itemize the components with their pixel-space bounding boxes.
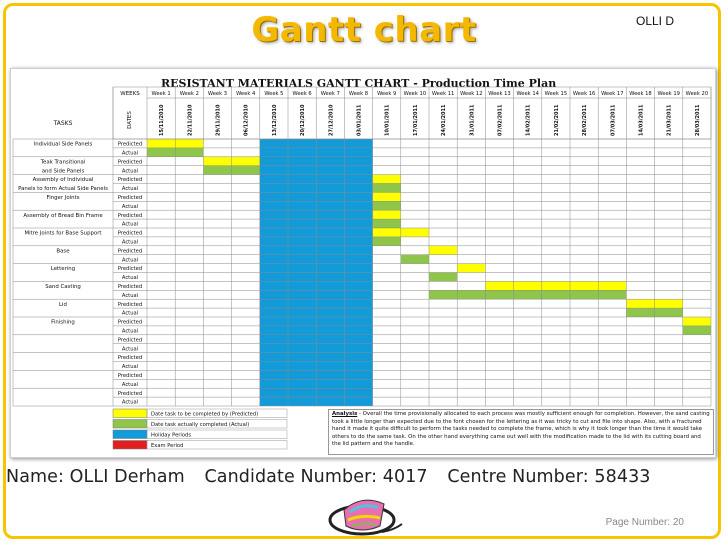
date-label: 13/12/2010	[271, 104, 278, 136]
analysis-text: - Overall the time provisionally allocated to each process was mostly sufficient enough for completion. However, the sand casting took a little longer than expected due to the font chosen for the lettering as it was tricky to cut and file into shape. Also, with a fractured hand it made it quite difficult to perform the tasks needed to complete the frame, which is why it took longer than the time it would take others to do the same task. On the other hand everything came out well with the modification made to the lid with its cutting board and the lid pattern and the handle.	[332, 411, 710, 448]
date-label: 21/02/2011	[553, 104, 560, 136]
legend-text: Date task actually completed (Actual)	[151, 421, 250, 428]
date-label: 15/11/2010	[159, 104, 166, 136]
date-label: 17/01/2011	[412, 104, 419, 136]
predicted-label: Predicted	[117, 355, 143, 362]
actual-label: Actual	[121, 328, 139, 335]
week-label: Week 20	[685, 91, 709, 97]
week-label: Week 3	[207, 91, 228, 97]
task-name: Sand Casting	[45, 284, 81, 290]
task-name: Mitre Joints for Base Support	[24, 230, 102, 237]
candidate-info	[6, 467, 665, 487]
actual-label: Actual	[121, 346, 139, 353]
actual-bar	[683, 326, 711, 335]
actual-bar	[401, 255, 429, 264]
date-label: 03/01/2011	[356, 104, 363, 136]
task-name: Base	[56, 248, 70, 255]
date-label: 07/02/2011	[497, 104, 504, 136]
date-label: 31/01/2011	[469, 104, 476, 136]
predicted-label: Predicted	[117, 390, 143, 397]
actual-label: Actual	[121, 292, 139, 299]
analysis-box	[328, 409, 714, 455]
week-label: Week 7	[320, 91, 340, 97]
analysis-label: Analysis	[332, 411, 358, 417]
slide-title: Gantt chart	[251, 10, 477, 50]
task-name: Teak Transitional	[40, 159, 86, 166]
predicted-bar	[457, 264, 485, 273]
legend-text: Exam Period	[151, 442, 184, 449]
predicted-bar	[373, 192, 401, 201]
actual-label: Actual	[121, 239, 139, 246]
date-label: 21/03/2011	[666, 104, 673, 136]
predicted-label: Predicted	[117, 230, 143, 237]
actual-label: Actual	[121, 186, 139, 193]
predicted-bar	[485, 281, 626, 290]
task-name: and Side Panels	[41, 168, 85, 175]
task-name: Lettering	[50, 266, 76, 273]
centre-number: Centre Number: 58433	[447, 467, 651, 487]
actual-bar	[429, 290, 626, 299]
week-label: Week 12	[460, 91, 483, 97]
actual-label: Actual	[121, 399, 139, 406]
author-label: OLLI D	[635, 14, 674, 28]
predicted-label: Predicted	[117, 373, 143, 379]
week-label: Week 19	[657, 91, 680, 97]
week-label: Week 17	[601, 91, 624, 97]
week-label: Week 8	[348, 91, 369, 97]
legend-swatch	[113, 441, 147, 450]
predicted-label: Predicted	[117, 248, 143, 255]
task-name: Individual Side Panels	[33, 141, 93, 148]
date-label: 29/11/2010	[215, 104, 222, 136]
actual-bar	[373, 219, 401, 228]
task-name: Finger Joints	[46, 195, 80, 201]
actual-label: Actual	[121, 150, 139, 157]
task-name: Assembly of Individual	[32, 177, 94, 184]
week-label: Week 5	[264, 91, 284, 97]
date-label: 28/02/2011	[582, 104, 589, 136]
predicted-label: Predicted	[117, 212, 143, 219]
legend-swatch	[113, 430, 147, 439]
week-label: Week 16	[572, 91, 596, 97]
week-label: Week 13	[488, 91, 511, 97]
week-label: Week 11	[431, 91, 455, 97]
bread-bin-logo	[322, 490, 412, 542]
week-label: Week 2	[179, 91, 199, 97]
task-name: Panels to form Actual Side Panels	[18, 186, 108, 193]
gantt-table	[11, 69, 717, 459]
week-label: Week 9	[377, 91, 397, 97]
predicted-label: Predicted	[117, 301, 143, 308]
actual-bar	[373, 201, 401, 210]
page-number: Page Number: 20	[605, 517, 684, 528]
week-label: Week 6	[292, 91, 312, 97]
actual-label: Actual	[121, 203, 139, 210]
date-label: 06/12/2010	[243, 104, 250, 136]
actual-label: Actual	[121, 168, 139, 175]
date-label: 14/03/2011	[638, 104, 645, 136]
actual-label: Actual	[121, 257, 139, 264]
predicted-label: Predicted	[117, 337, 143, 344]
actual-bar	[373, 237, 401, 246]
actual-label: Actual	[121, 275, 139, 282]
candidate-number: Candidate Number: 4017	[204, 467, 428, 487]
predicted-bar	[429, 246, 457, 255]
predicted-label: Predicted	[117, 195, 143, 201]
task-name: Assembly of Bread Bin Frame	[23, 212, 103, 219]
date-label: 10/01/2011	[384, 104, 391, 136]
date-label: 24/01/2011	[441, 104, 448, 136]
date-label: 28/03/2011	[694, 104, 701, 136]
sheet-title: RESISTANT MATERIALS GANTT CHART - Production Time Plan	[161, 77, 557, 90]
date-label: 07/03/2011	[610, 104, 617, 136]
week-label: Week 14	[516, 91, 539, 97]
actual-bar	[429, 273, 457, 282]
actual-label: Actual	[121, 221, 139, 228]
legend-text: Date task to be completed by (Predicted)	[151, 411, 259, 418]
predicted-bar	[683, 317, 711, 326]
tasks-header: TASKS	[53, 120, 73, 127]
predicted-label: Predicted	[117, 159, 143, 166]
dates-header: DATES	[127, 111, 133, 129]
legend-text: Holiday Periods	[151, 432, 192, 439]
predicted-bar	[373, 175, 401, 184]
week-label: Week 4	[236, 91, 256, 97]
task-name: Lid	[59, 301, 67, 308]
actual-label: Actual	[121, 310, 139, 317]
week-label: Week 18	[629, 91, 652, 97]
week-label: Week 15	[544, 91, 568, 97]
week-label: Week 1	[151, 91, 171, 97]
student-name: Name: OLLI Derham	[6, 467, 185, 487]
date-label: 27/12/2010	[328, 104, 335, 136]
predicted-bar	[373, 210, 401, 219]
predicted-label: Predicted	[117, 177, 143, 184]
actual-label: Actual	[121, 364, 139, 371]
date-label: 22/11/2010	[187, 104, 194, 136]
predicted-label: Predicted	[117, 266, 143, 273]
gantt-sheet	[10, 68, 716, 458]
week-label: Week 10	[403, 91, 427, 97]
task-name: Finishing	[51, 319, 75, 326]
date-label: 14/02/2011	[525, 104, 532, 136]
actual-bar	[373, 184, 401, 193]
actual-label: Actual	[121, 381, 139, 388]
predicted-label: Predicted	[117, 141, 143, 148]
predicted-label: Predicted	[117, 319, 143, 326]
legend-swatch	[113, 409, 147, 418]
weeks-header: WEEKS	[120, 91, 140, 97]
predicted-label: Predicted	[117, 284, 143, 290]
legend-swatch	[113, 420, 147, 429]
date-label: 20/12/2010	[300, 104, 307, 136]
